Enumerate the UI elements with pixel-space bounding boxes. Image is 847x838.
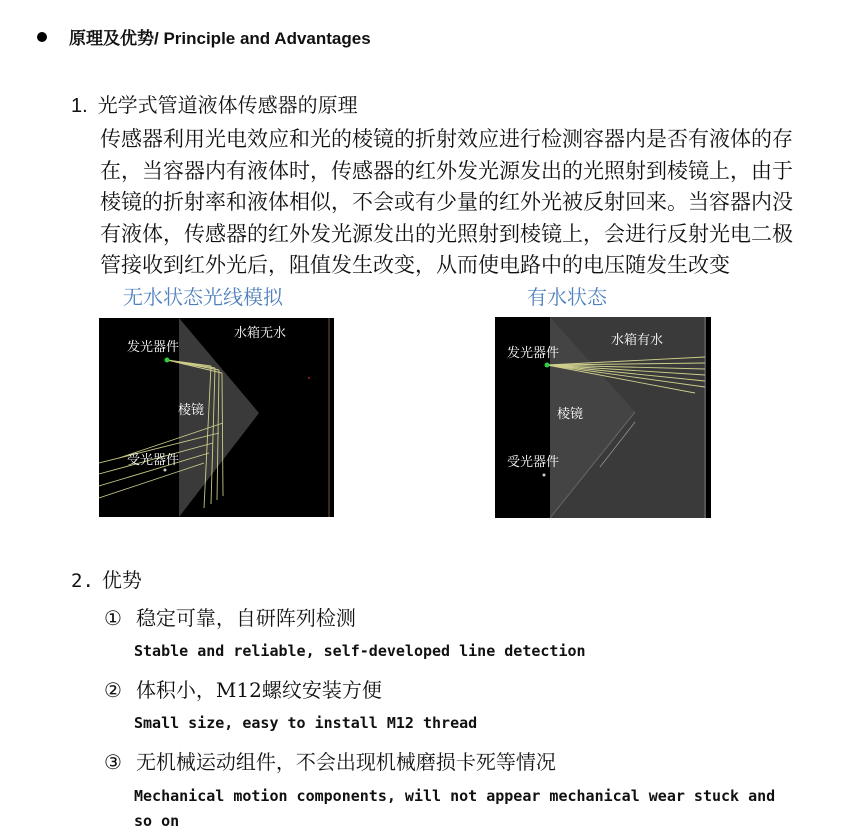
figure-caption-left: 无水状态光线模拟 [123, 287, 283, 309]
paragraph-line: 棱镜的折射率和液体相似，不会或有少量的红外光被反射回来。当容器内没 [100, 190, 793, 214]
principle-number: 1. [71, 95, 88, 117]
paragraph-line: 管接收到红外光后，阻值发生改变，从而使电路中的电压随发生改变 [100, 253, 730, 277]
emitter-dot [165, 358, 170, 363]
advantage-en-3-line2: so on [134, 812, 180, 830]
paragraph-line: 传感器利用光电效应和光的棱镜的折射效应进行检测容器内是否有液体的存 [100, 127, 793, 151]
advantage-zh: 稳定可靠，自研阵列检测 [135, 606, 356, 630]
advantage-marker: ③ [104, 750, 122, 774]
bullet-icon [37, 32, 47, 42]
tank-label: 水箱有水 [611, 333, 664, 348]
section-title-text: 原理及优势/ Principle and Advantages [69, 29, 371, 48]
prism-label: 棱镜 [178, 403, 205, 418]
no-water-diagram [99, 318, 334, 517]
section-title [37, 24, 371, 49]
principle-heading [71, 89, 358, 118]
tank-label: 水箱无水 [234, 326, 287, 341]
advantage-en-3-line1: Mechanical motion components, will not appear mechanical wear stuck and [134, 787, 776, 805]
figure-no-water [99, 318, 334, 517]
advantage-marker: ① [104, 606, 122, 630]
advantages-number: 2. [71, 570, 94, 592]
receiver-dot [543, 474, 546, 477]
paragraph-line: 有液体，传感器的红外发光源发出的光照射到棱镜上，会进行反射光电二极 [100, 221, 793, 246]
receiver-dot [164, 469, 167, 472]
emitter-label: 发光器件 [127, 340, 180, 355]
receiver-label: 受光器件 [127, 453, 180, 468]
advantage-zh: 体积小，M12螺纹安装方便 [135, 678, 382, 702]
prism-label: 棱镜 [557, 407, 584, 422]
emitter-label: 发光器件 [507, 346, 560, 361]
advantages-heading [71, 564, 142, 593]
principle-heading-text: 光学式管道液体传感器的原理 [97, 93, 358, 117]
emitter-dot [545, 363, 550, 368]
figure-with-water [495, 317, 711, 518]
advantage-en-1: Stable and reliable, self-developed line detection [134, 642, 586, 660]
advantage-en-2: Small size, easy to install M12 thread [134, 714, 478, 732]
with-water-diagram [495, 317, 711, 518]
receiver-label: 受光器件 [507, 455, 560, 470]
advantage-zh: 无机械运动组件，不会出现机械磨损卡死等情况 [135, 750, 556, 774]
figure-caption-right: 有水状态 [527, 287, 607, 309]
advantage-item-2 [104, 674, 382, 703]
advantage-item-1 [104, 602, 356, 631]
advantages-heading-text: 优势 [101, 568, 142, 592]
paragraph-line: 在，当容器内有液体时，传感器的红外发光源发出的光照射到棱镜上，由于 [100, 158, 793, 183]
advantage-marker: ② [104, 678, 122, 702]
principle-paragraph [100, 124, 835, 282]
advantage-item-3 [104, 746, 556, 775]
